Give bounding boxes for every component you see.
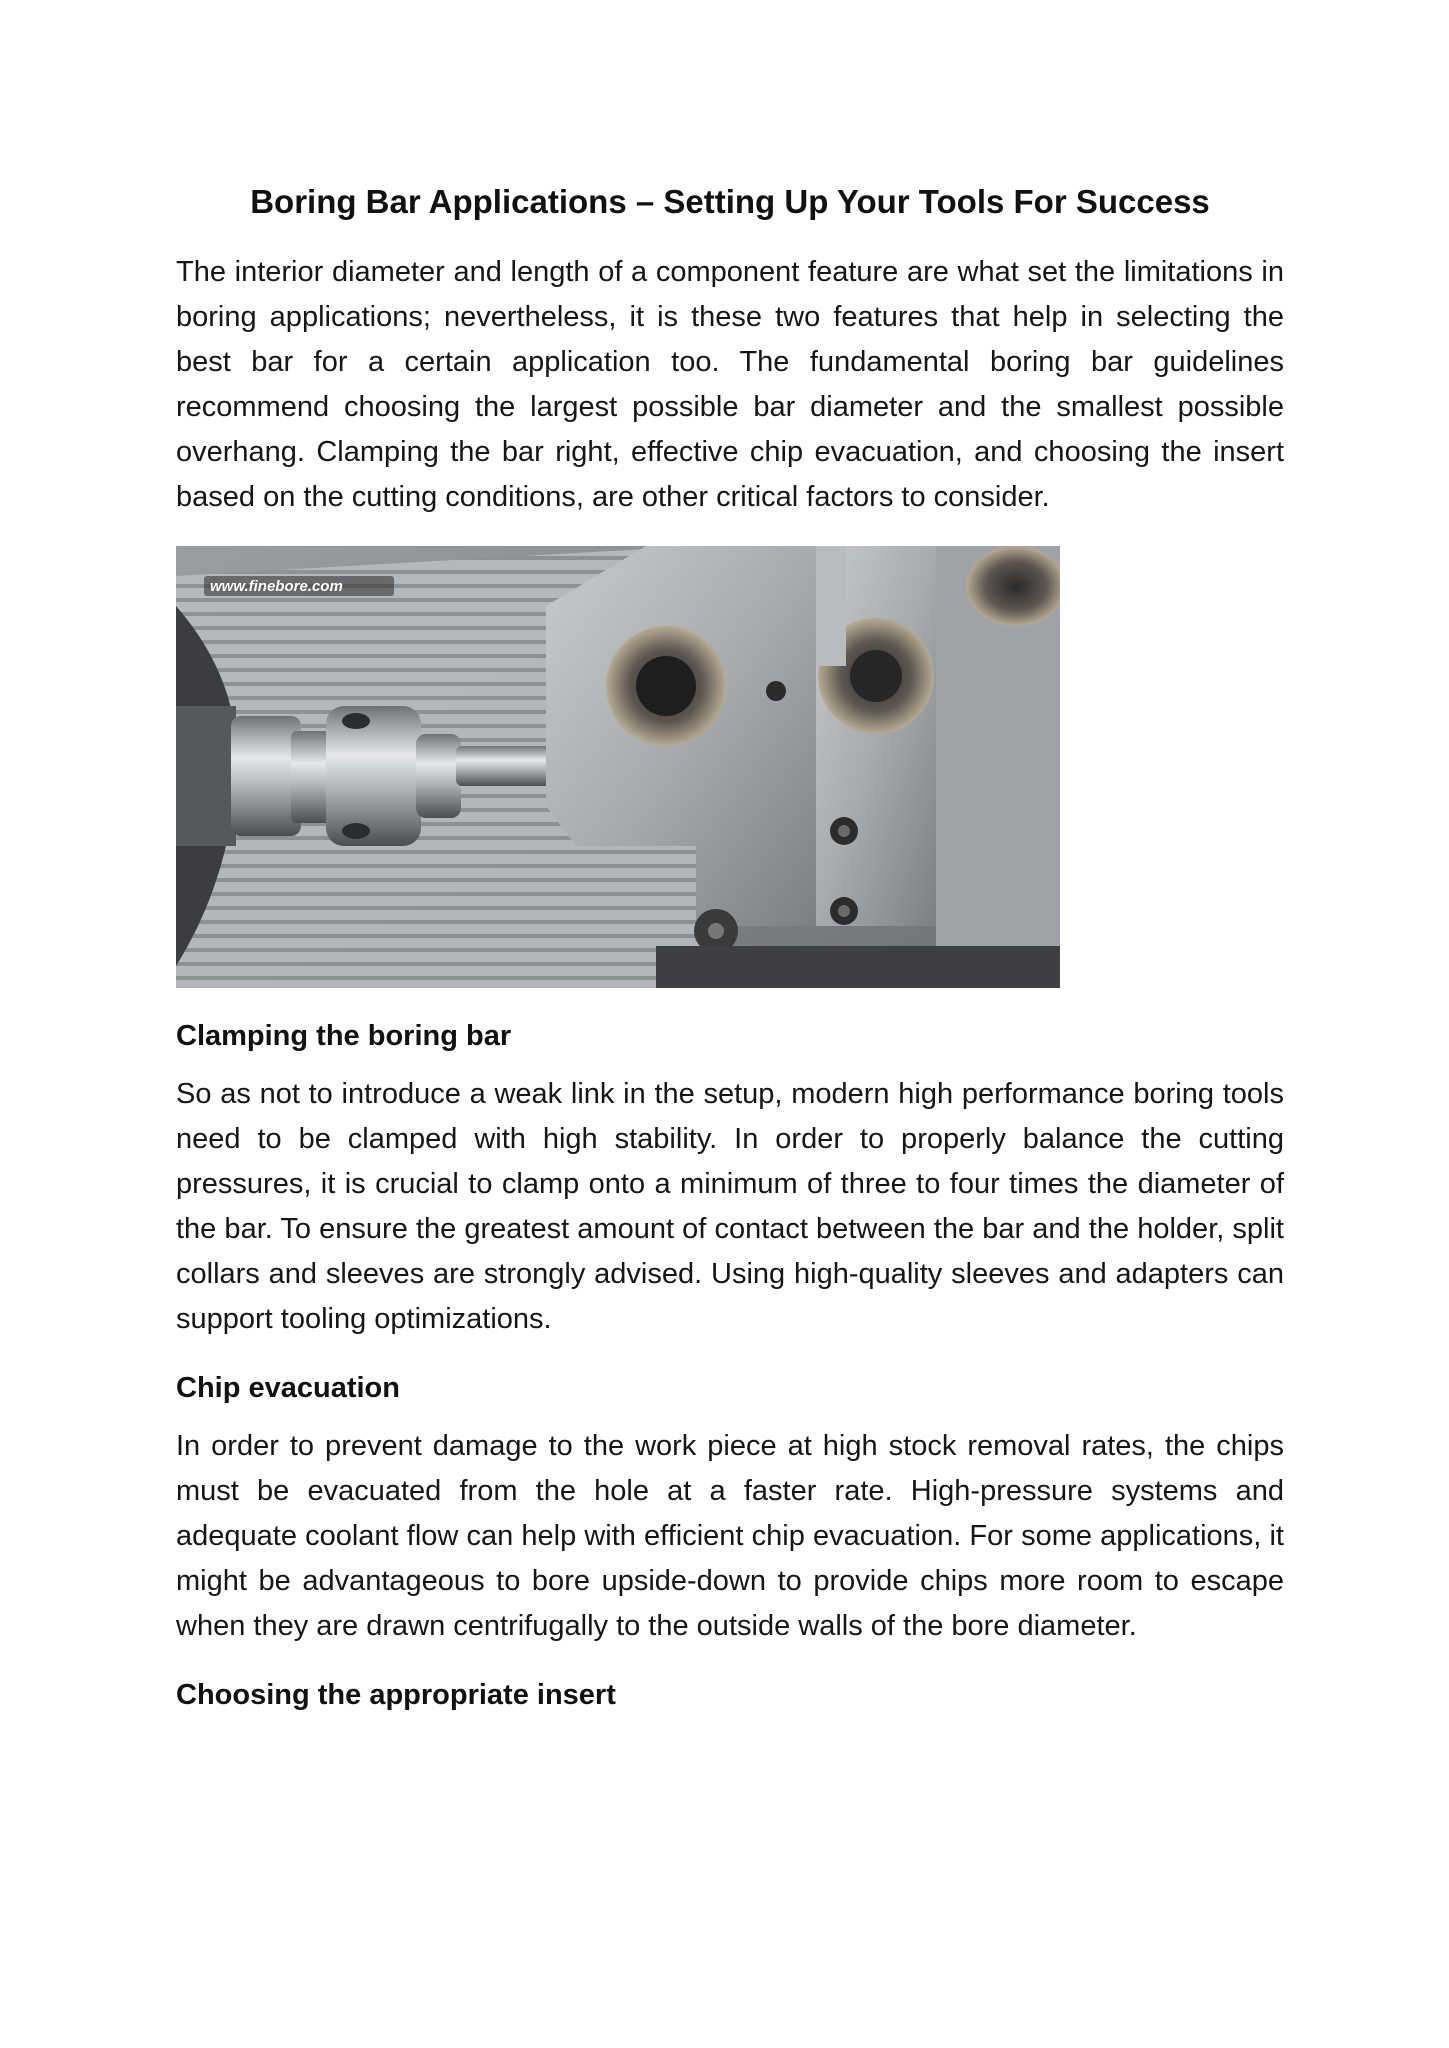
photo-watermark: www.finebore.com [210,578,343,595]
section-text-clamping: So as not to introduce a weak link in the setup, modern high performance boring tools need to be clamped with high stability. In order to properly balance the cutting pressures, it is crucial to clamp onto a minimum of three to four times the diameter of the bar. To ensure the greatest amount of contact between the bar and the holder, split collars and sleeves are strongly advised. Using high-quality sleeves and adapters can support tooling optimizations. [176,1078,1284,1335]
document-content [176,180,1284,1731]
page-title: Boring Bar Applications – Setting Up Your Tools For Success [250,183,1210,220]
section-heading-clamping: Clamping the boring bar [176,1020,512,1052]
boring-bar-photo [176,546,1060,988]
section-heading-chip-evacuation: Chip evacuation [176,1372,400,1404]
intro-paragraph: The interior diameter and length of a component feature are what set the limitations in boring applications; nevertheless, it is these two features that help in selecting the best bar for a certain application too. The fundamental boring bar guidelines recommend choosing the largest possible bar diameter and the smallest possible overhang. Clamping the bar right, effective chip evacuation, and choosing the insert based on the cutting conditions, are other critical factors to consider. [176,256,1284,513]
section-text-chip-evacuation: In order to prevent damage to the work piece at high stock removal rates, the chips must be evacuated from the hole at a faster rate. High-pressure systems and adequate coolant flow can help with efficient chip evacuation. For some applications, it might be advantageous to bore upside-down to provide chips more room to escape when they are drawn centrifugally to the outside walls of the bore diameter. [176,1430,1284,1642]
section-heading-insert: Choosing the appropriate insert [176,1679,616,1711]
